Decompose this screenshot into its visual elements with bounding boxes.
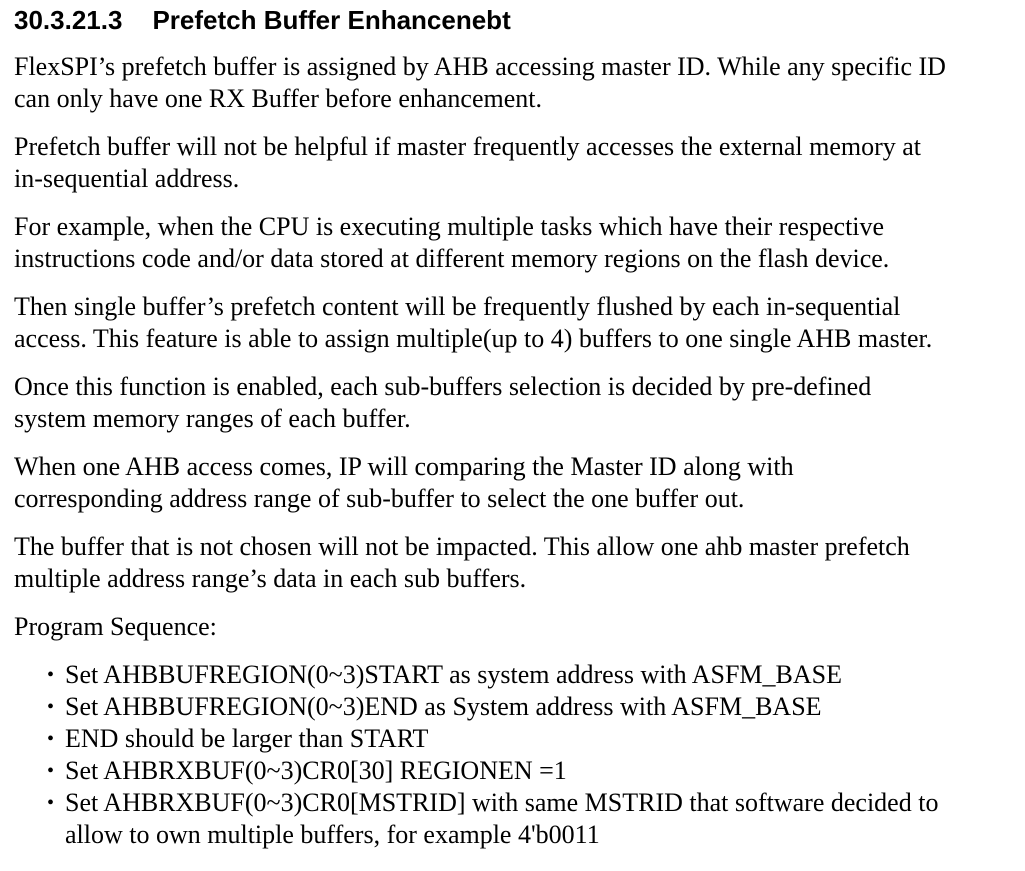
list-item	[14, 755, 1015, 787]
paragraph	[14, 131, 1015, 195]
list-item-text	[65, 787, 1015, 851]
program-sequence-list	[14, 659, 1015, 851]
list-item	[14, 659, 1015, 691]
bullet-icon: •	[47, 728, 55, 750]
text-line: system memory ranges of each buffer.	[14, 404, 411, 433]
paragraph	[14, 211, 1015, 275]
list-item	[14, 723, 1015, 755]
text-line: The buffer that is not chosen will not be impacted. This allow one ahb master prefetch	[14, 532, 910, 561]
text-line: can only have one RX Buffer before enhancement.	[14, 84, 542, 113]
text-line: Program Sequence:	[14, 612, 217, 641]
text-line: corresponding address range of sub-buffer to select the one buffer out.	[14, 484, 745, 513]
list-item-text	[65, 691, 1015, 723]
list-item	[14, 787, 1015, 851]
text-line: allow to own multiple buffers, for example 4'b0011	[65, 820, 600, 849]
text-line: multiple address range’s data in each sub buffers.	[14, 564, 527, 593]
section-heading	[14, 5, 1015, 35]
paragraph	[14, 51, 1015, 115]
text-line: instructions code and/or data stored at different memory regions on the flash device.	[14, 244, 890, 273]
paragraph	[14, 531, 1015, 595]
text-line: FlexSPI’s prefetch buffer is assigned by AHB accessing master ID. While any specific ID	[14, 52, 946, 81]
bullet-icon: •	[47, 792, 55, 814]
paragraph	[14, 371, 1015, 435]
section-number: 30.3.21.3	[14, 5, 123, 35]
text-line: When one AHB access comes, IP will comparing the Master ID along with	[14, 452, 794, 481]
text-line: For example, when the CPU is executing multiple tasks which have their respective	[14, 212, 885, 241]
list-item-text	[65, 723, 1015, 755]
bullet-icon: •	[47, 696, 55, 718]
paragraph	[14, 451, 1015, 515]
text-line: Set AHBRXBUF(0~3)CR0[30] REGIONEN =1	[65, 756, 567, 785]
text-line: END should be larger than START	[65, 724, 429, 753]
paragraph	[14, 291, 1015, 355]
text-line: Prefetch buffer will not be helpful if master frequently accesses the external memory at	[14, 132, 922, 161]
text-line: Set AHBBUFREGION(0~3)END as System address with ASFM_BASE	[65, 692, 822, 721]
text-line: in-sequential address.	[14, 164, 240, 193]
section-title: Prefetch Buffer Enhancenebt	[152, 5, 511, 35]
program-sequence-label	[14, 611, 1015, 643]
text-line: Once this function is enabled, each sub-buffers selection is decided by pre-defined	[14, 372, 872, 401]
bullet-icon: •	[47, 664, 55, 686]
list-item-text	[65, 659, 1015, 691]
text-line: Set AHBBUFREGION(0~3)START as system address with ASFM_BASE	[65, 660, 843, 689]
text-line: Set AHBRXBUF(0~3)CR0[MSTRID] with same MSTRID that software decided to	[65, 788, 939, 817]
list-item	[14, 691, 1015, 723]
bullet-icon: •	[47, 760, 55, 782]
text-line: Then single buffer’s prefetch content will be frequently flushed by each in-sequential	[14, 292, 901, 321]
text-line: access. This feature is able to assign multiple(up to 4) buffers to one single AHB master.	[14, 324, 933, 353]
list-item-text	[65, 755, 1015, 787]
